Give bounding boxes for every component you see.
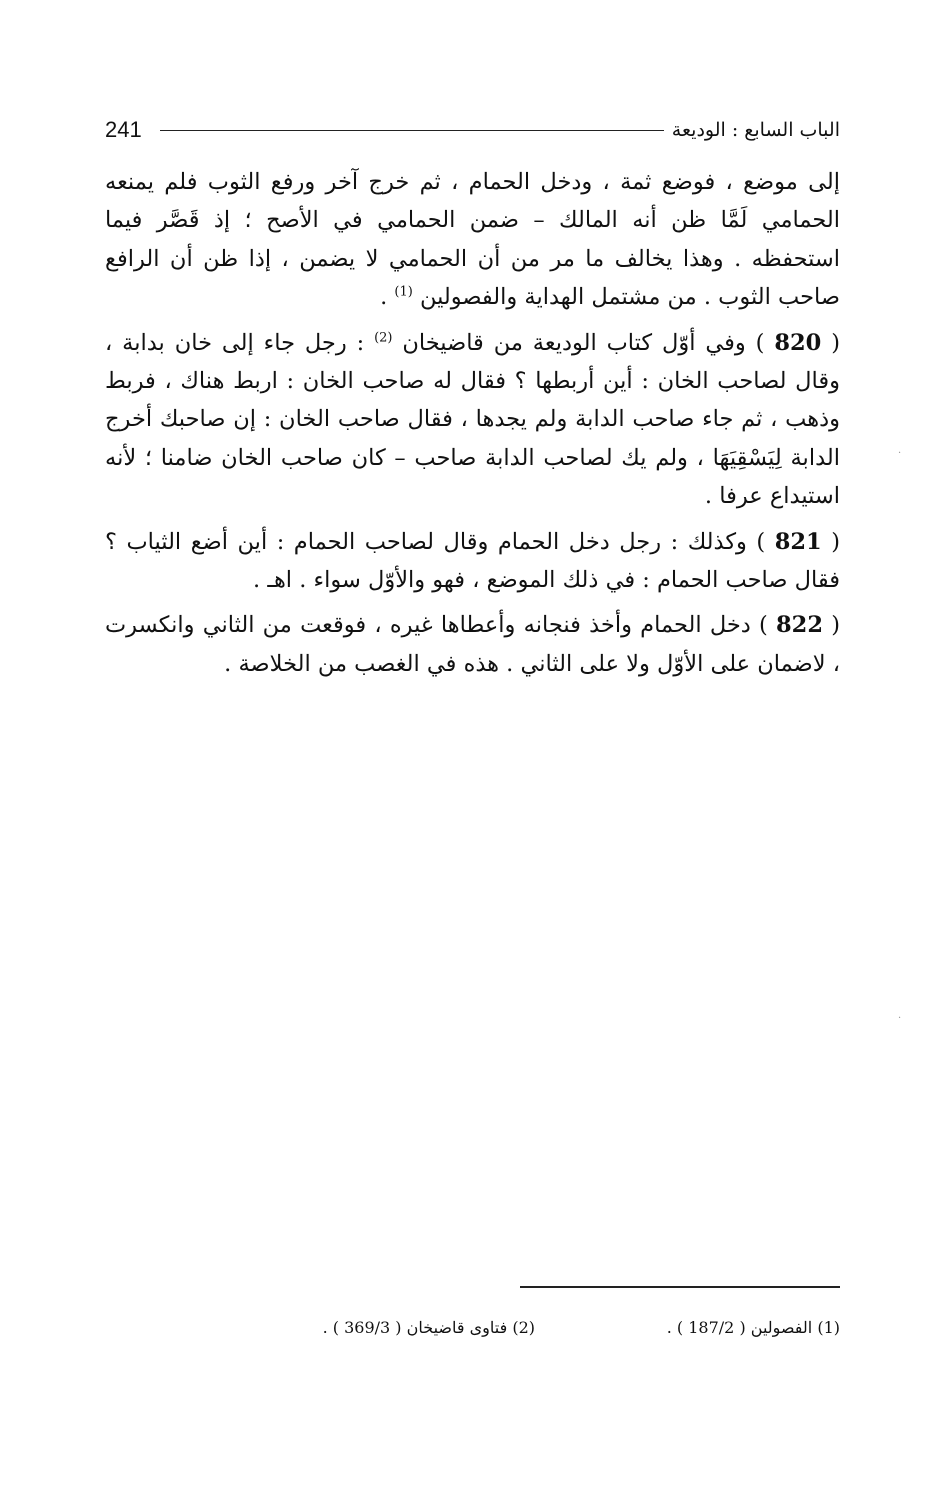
scan-speck: · <box>898 448 902 459</box>
page-header <box>105 113 840 147</box>
page-number: 241 <box>105 117 142 142</box>
paragraph-821: ( 821 ) وكذلك : رجل دخل الحمام وقال لصاحب الحمام : أين أضع الثياب ؟ فقال صاحب الحمام : في ذلك الموضع ، فهو والأوّل سواء . اهـ . <box>105 528 840 594</box>
paragraph-text: وكذلك : رجل دخل الحمام وقال لصاحب الحمام : أين أضع الثياب ؟ فقال صاحب الحمام : في ذلك الموضع ، فهو والأوّل سواء . اهـ . <box>105 528 840 594</box>
running-head: الباب السابع : الوديعة <box>671 119 840 141</box>
footnote-marker: (2) <box>512 1318 535 1337</box>
footnote-text: فتاوى قاضيخان ( 369/3 ) . <box>322 1318 508 1337</box>
paragraph-number: 820 <box>774 329 822 356</box>
footnotes <box>105 1318 840 1346</box>
paragraph-tail: . <box>380 284 395 311</box>
paragraph-820: ( 820 ) وفي أوّل كتاب الوديعة من قاضيخان $^{(2)}$ : رجل جاء إلى خان بدابة ، وقال لصاحب الخان : أين أربطها ؟ فقال له صاحب الخان : اربط هناك ، فربط وذهب ، ثم جاء صاحب الدابة ولم يجدها ، فقال صاحب الخان : إن صاحبك أخرج الدابة لِيَسْقِيَهَا ، ولم يك لصاحب الدابة صاحب – كان صاحب الخان ضامنا ؛ لأنه استيداع عرفا . <box>105 329 841 510</box>
paragraph-text: دخل الحمام وأخذ فنجانه وأعطاها غيره ، فوقعت من الثاني وانكسرت ، لاضمان على الأوّل ولا على الثاني . هذه في الغصب من الخلاصة . <box>105 612 840 677</box>
scan-speck: · <box>898 1013 902 1024</box>
footnote-marker: (1) <box>817 1318 840 1337</box>
footnote-ref: (1) <box>394 284 413 300</box>
footnote-text: الفصولين ( 187/2 ) . <box>666 1318 813 1337</box>
paragraph-text: وفي أوّل كتاب الوديعة من قاضيخان <box>402 329 746 356</box>
header-rule <box>160 130 664 131</box>
paragraph-number: 821 <box>774 528 822 555</box>
paragraph-tail: : رجل جاء إلى خان بدابة ، وقال لصاحب الخان : أين أربطها ؟ فقال له صاحب الخان : اربط هناك ، فربط وذهب ، ثم جاء صاحب الدابة ولم يجدها ، فقال صاحب الخان : إن صاحبك أخرج الدابة لِيَسْقِيَهَا ، ولم يك لصاحب الدابة صاحب – كان صاحب الخان ضامنا ؛ لأنه استيداع عرفا . <box>105 329 840 510</box>
paragraph-continuation <box>105 163 840 317</box>
body-text <box>105 163 840 690</box>
paragraph-text: إلى موضع ، فوضع ثمة ، ودخل الحمام ، ثم خرج آخر ورفع الثوب فلم يمنعه الحمامي لَمَّا ظن أنه المالك – ضمن الحمامي في الأصح ؛ إذ قَصَّر فيما استحفظه . وهذا يخالف ما مر من أن الحمامي لا يضمن ، إذا ظن أن الرافع صاحب الثوب . من مشتمل الهداية والفصولين <box>105 169 840 311</box>
footnote-separator <box>520 1286 840 1288</box>
footnote-ref: (2) <box>374 330 393 346</box>
footnote-2 <box>323 1318 535 1337</box>
paragraph-number: 822 <box>776 612 823 639</box>
footnote-1 <box>667 1318 840 1337</box>
paragraph-822: ( 822 ) دخل الحمام وأخذ فنجانه وأعطاها غيره ، فوقعت من الثاني وانكسرت ، لاضمان على الأوّل ولا على الثاني . هذه في الغصب من الخلاصة . <box>105 612 840 677</box>
